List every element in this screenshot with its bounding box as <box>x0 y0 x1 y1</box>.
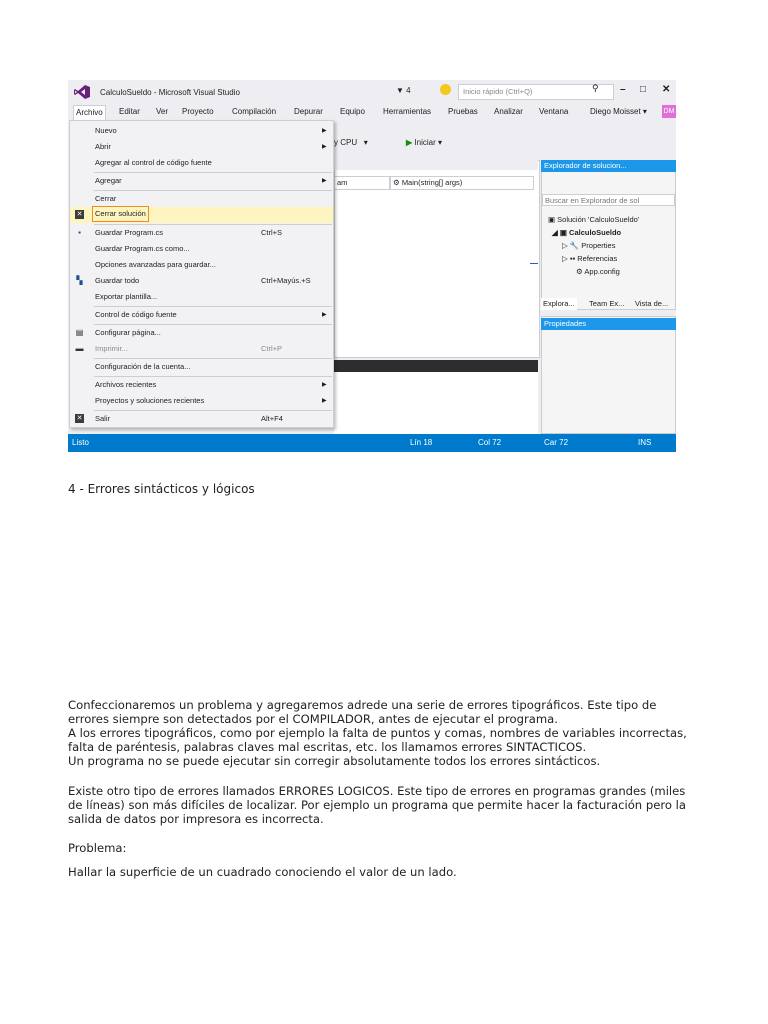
status-char: Car 72 <box>544 438 569 447</box>
exit-icon: ✕ <box>76 415 83 422</box>
page-setup-icon: ▤ <box>75 328 84 337</box>
menu-item-cerrar[interactable]: Cerrar <box>95 194 117 203</box>
tree-item-project[interactable]: ◢ ▣ CalculoSueldo <box>552 228 622 237</box>
tab-solution-explorer[interactable]: Explora... <box>543 299 575 308</box>
menu-item-archivos-recientes[interactable]: Archivos recientes ▶ <box>95 380 327 389</box>
menu-item-abrir[interactable]: Abrir ▶ <box>95 142 327 151</box>
paragraph-line: de líneas) son más difíciles de localizar. Por ejemplo un programa que permite hacer la facturación pero la <box>68 798 686 812</box>
properties-title: Propiedades <box>541 318 676 330</box>
output-panel-header <box>334 360 538 372</box>
figure-caption: 4 - Errores sintácticos y lógicos <box>68 482 255 496</box>
type-navigation-combo[interactable]: am <box>334 176 390 190</box>
menu-equipo[interactable]: Equipo <box>340 107 365 116</box>
menu-item-nuevo[interactable]: Nuevo ▶ <box>95 126 327 135</box>
visual-studio-logo-icon <box>74 85 90 99</box>
menu-item-proyectos-recientes[interactable]: Proyectos y soluciones recientes ▶ <box>95 396 327 405</box>
menu-item-agregar[interactable]: Agregar ▶ <box>95 176 327 185</box>
close-button[interactable]: ✕ <box>662 84 671 95</box>
search-icon[interactable]: ⚲ <box>592 83 599 93</box>
paragraph-line: Existe otro tipo de errores llamados ERRORES LOGICOS. Este tipo de errores en programas grandes (miles <box>68 784 686 798</box>
maximize-button[interactable]: □ <box>640 84 647 95</box>
menu-item-configurar-pagina[interactable]: ▤ Configurar página... <box>75 328 161 337</box>
menu-depurar[interactable]: Depurar <box>294 107 323 116</box>
menu-ver[interactable]: Ver <box>156 107 169 116</box>
menu-item-exportar-plantilla[interactable]: Exportar plantilla... <box>95 292 158 301</box>
print-icon: ▬ <box>75 344 84 353</box>
menu-editar[interactable]: Editar <box>119 107 140 116</box>
title-bar <box>68 80 676 104</box>
menu-item-salir[interactable]: ✕ Salir Alt+F4 <box>76 414 283 423</box>
notification-count: 4 <box>406 86 411 95</box>
editor-margin-marker <box>530 263 538 264</box>
tree-item-properties[interactable]: ▷ 🔧 Properties <box>562 241 616 250</box>
tree-item-solution[interactable]: ▣ Solución 'CalculoSueldo' <box>548 215 640 224</box>
menu-item-control-codigo[interactable]: Control de código fuente ▶ <box>95 310 327 319</box>
play-icon: ▶ <box>406 138 413 147</box>
output-panel[interactable] <box>334 372 538 434</box>
paragraph-line: errores siempre son detectados por el COMPILADOR, antes de ejecutar el programa. <box>68 712 558 726</box>
paragraph-line: A los errores tipográficos, como por ejemplo la falta de puntos y comas, nombres de variables incorrectas, <box>68 726 687 740</box>
menu-item-guardar-como[interactable]: Guardar Program.cs como... <box>95 244 190 253</box>
window-title: CalculoSueldo - Microsoft Visual Studio <box>100 88 240 97</box>
menu-analizar[interactable]: Analizar <box>494 107 523 116</box>
platform-combo[interactable]: y CPU ▾ <box>334 138 368 147</box>
paragraph-logic-errors <box>68 784 698 826</box>
account-name[interactable]: Diego Moisset ▾ <box>590 107 647 116</box>
account-avatar[interactable]: DM <box>662 105 676 118</box>
tab-class-view[interactable]: Vista de... <box>635 299 669 308</box>
editor-tab-strip <box>334 160 538 170</box>
menu-bar <box>68 104 676 120</box>
menu-archivo[interactable]: Archivo <box>73 105 106 120</box>
member-navigation-combo[interactable]: ⚙ Main(string[] args) <box>390 176 534 190</box>
tree-item-app-config[interactable]: ⚙ App.config <box>576 267 620 276</box>
menu-item-configuracion-cuenta[interactable]: Configuración de la cuenta... <box>95 362 191 371</box>
status-state: Listo <box>72 438 89 447</box>
solution-explorer-title: Explorador de solucion... <box>541 160 676 172</box>
menu-herramientas[interactable]: Herramientas <box>383 107 432 116</box>
minimize-button[interactable]: – <box>620 84 626 95</box>
paragraph-syntax-errors <box>68 698 698 768</box>
menu-item-cerrar-solucion[interactable]: ✕ Cerrar solución <box>70 207 333 223</box>
quick-launch-input[interactable] <box>458 84 614 100</box>
notification-flag-icon[interactable]: ▼ 4 <box>396 86 411 95</box>
close-solution-icon: ✕ <box>76 211 83 218</box>
paragraph-line: salida de datos por impresora es incorrecta. <box>68 812 324 826</box>
solution-tabs <box>541 298 676 310</box>
quick-launch-placeholder: Inicio rápido (Ctrl+Q) <box>463 87 533 96</box>
menu-compilacion[interactable]: Compilación <box>232 107 277 116</box>
status-line: Lín 18 <box>410 438 433 447</box>
save-icon: ▪ <box>78 228 81 237</box>
menu-item-imprimir[interactable]: ▬ Imprimir... Ctrl+P <box>75 344 283 353</box>
status-column: Col 72 <box>478 438 502 447</box>
properties-panel <box>541 316 676 434</box>
visual-studio-screenshot <box>68 80 676 452</box>
paragraph-problem-heading: Problema: <box>68 841 127 855</box>
menu-item-agregar-control-codigo[interactable]: Agregar al control de código fuente <box>95 158 212 167</box>
feedback-smiley-icon[interactable] <box>440 84 451 95</box>
solution-search-input[interactable]: Buscar en Explorador de sol <box>542 194 675 206</box>
status-bar <box>68 434 676 452</box>
save-all-icon: ▚ <box>76 276 83 285</box>
paragraph-line: Un programa no se puede ejecutar sin corregir absolutamente todos los errores sintácticos. <box>68 754 601 768</box>
start-debugging-button[interactable]: ▶ Iniciar ▾ <box>406 138 442 147</box>
menu-ventana[interactable]: Ventana <box>539 107 569 116</box>
paragraph-problem-statement: Hallar la superficie de un cuadrado conociendo el valor de un lado. <box>68 865 457 879</box>
paragraph-line: falta de paréntesis, palabras claves mal escritas, etc. los llamamos errores SINTACTICOS. <box>68 740 587 754</box>
status-insert-mode: INS <box>638 438 652 447</box>
menu-pruebas[interactable]: Pruebas <box>448 107 478 116</box>
file-menu-dropdown <box>69 120 334 428</box>
menu-item-opciones-guardar[interactable]: Opciones avanzadas para guardar... <box>95 260 216 269</box>
tab-team-explorer[interactable]: Team Ex... <box>589 299 625 308</box>
paragraph-line: Confeccionaremos un problema y agregaremos adrede una serie de errores tipográficos. Este tipo de <box>68 698 657 712</box>
menu-item-guardar[interactable]: ▪ Guardar Program.cs Ctrl+S <box>70 225 333 241</box>
menu-proyecto[interactable]: Proyecto <box>182 107 214 116</box>
tree-item-references[interactable]: ▷ ▪▪ Referencias <box>562 254 618 263</box>
menu-item-guardar-todo[interactable]: ▚ Guardar todo Ctrl+Mayús.+S <box>76 276 311 285</box>
